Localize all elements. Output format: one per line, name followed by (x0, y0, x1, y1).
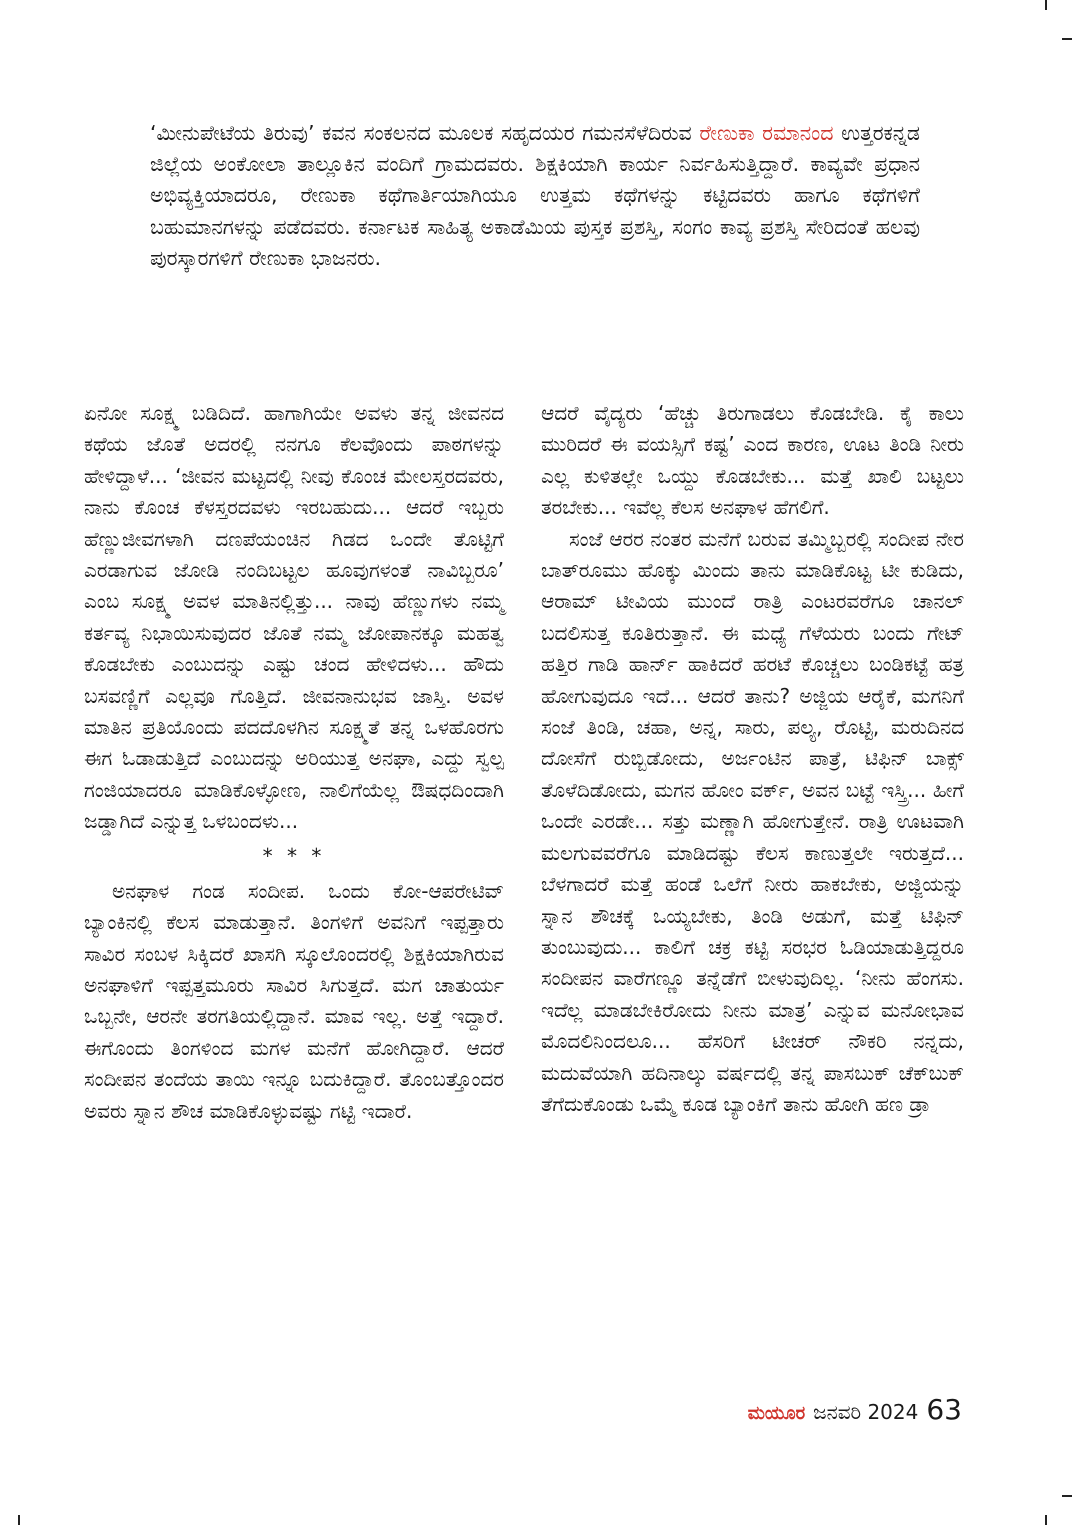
bio-text-before-name: ‘ಮೀನುಪೇಟೆಯ ತಿರುವು’ ಕವನ ಸಂಕಲನದ ಮೂಲಕ ಸಹೃದಯರ ಗಮನಸೆಳೆದಿರುವ (150, 121, 692, 145)
crop-mark (1062, 1495, 1072, 1497)
bio-paragraph (150, 118, 920, 274)
author-name: ರೇಣುಕಾ ರಮಾನಂದ (699, 121, 834, 145)
right-paragraph-1: ಆದರೆ ವೈದ್ಯರು ‘ಹೆಚ್ಚು ತಿರುಗಾಡಲು ಕೊಡಬೇಡಿ. ಕೈ ಕಾಲು ಮುರಿದರೆ ಈ ವಯಸ್ಸಿಗೆ ಕಷ್ಟ’ ಎಂದ ಕಾರಣ, ಊಟ ತಿಂಡಿ ನೀರು ಎಲ್ಲ ಕುಳಿತಲ್ಲೇ ಒಯ್ದು ಕೊಡಬೇಕು... ಮತ್ತೆ ಖಾಲಿ ಬಟ್ಟಲು ತರಬೇಕು... ಇವೆಲ್ಲ ಕೆಲಸ ಅನಘಾಳ ಹೆಗಲಿಗೆ. (541, 401, 964, 520)
left-column (84, 398, 504, 1127)
page-number: 63 (926, 1393, 962, 1426)
bio-text-after-name: ಉತ್ತರಕನ್ನಡ ಜಿಲ್ಲೆಯ ಅಂಕೋಲಾ ತಾಲ್ಲೂಕಿನ ವಂದಿಗೆ ಗ್ರಾಮದವರು. ಶಿಕ್ಷಕಿಯಾಗಿ ಕಾರ್ಯ ನಿರ್ವಹಿಸುತ್ತಿದ್ದಾರೆ. ಕಾವ್ಯವೇ ಪ್ರಧಾನ ಅಭಿವ್ಯಕ್ತಿಯಾದರೂ, ರೇಣುಕಾ ಕಥೆಗಾರ್ತಿಯಾಗಿಯೂ ಉತ್ತಮ ಕಥೆಗಳನ್ನು ಕಟ್ಟಿದವರು ಹಾಗೂ ಕಥೆಗಳಿಗೆ ಬಹುಮಾನಗಳನ್ನು ಪಡೆದವರು. ಕರ್ನಾಟಕ ಸಾಹಿತ್ಯ ಅಕಾಡೆಮಿಯ ಪುಸ್ತಕ ಪ್ರಶಸ್ತಿ, ಸಂಗಂ ಕಾವ್ಯ ಪ್ರಶಸ್ತಿ ಸೇರಿದಂತೆ ಹಲವು ಪುರಸ್ಕಾರಗಳಿಗೆ ರೇಣುಕಾ ಭಾಜನರು. (150, 121, 920, 270)
crop-mark (18, 1515, 20, 1525)
left-paragraph-2: ಅನಘಾಳ ಗಂಡ ಸಂದೀಪ. ಒಂದು ಕೋ-ಆಪರೇಟಿವ್ ಬ್ಯಾಂಕಿನಲ್ಲಿ ಕೆಲಸ ಮಾಡುತ್ತಾನೆ. ತಿಂಗಳಿಗೆ ಅವನಿಗೆ ಇಪ್ಪತ್ತಾರು ಸಾವಿರ ಸಂಬಳ ಸಿಕ್ಕಿದರೆ ಖಾಸಗಿ ಸ್ಕೂಲೊಂದರಲ್ಲಿ ಶಿಕ್ಷಕಿಯಾಗಿರುವ ಅನಘಾಳಿಗೆ ಇಪ್ಪತ್ತಮೂರು ಸಾವಿರ ಸಿಗುತ್ತದೆ. ಮಗ ಚಾತುರ್ಯ ಒಬ್ಬನೇ, ಆರನೇ ತರಗತಿಯಲ್ಲಿದ್ದಾನೆ. ಮಾವ ಇಲ್ಲ. ಅತ್ತೆ ಇದ್ದಾರೆ. ಈಗೊಂದು ತಿಂಗಳಿಂದ ಮಗಳ ಮನೆಗೆ ಹೋಗಿದ್ದಾರೆ. ಆದರೆ ಸಂದೀಪನ ತಂದೆಯ ತಾಯಿ ಇನ್ನೂ ಬದುಕಿದ್ದಾರೆ. ತೊಂಬತ್ತೊಂದರ ಅವರು ಸ್ನಾನ ಶೌಚ ಮಾಡಿಕೊಳ್ಳುವಷ್ಟು ಗಟ್ಟಿ ಇದಾರೆ. (84, 878, 504, 1123)
left-paragraph-1: ಏನೋ ಸೂಕ್ಷ್ಮ ಬಡಿದಿದೆ. ಹಾಗಾಗಿಯೇ ಅವಳು ತನ್ನ ಜೀವನದ ಕಥೆಯ ಜೊತೆ ಅದರಲ್ಲಿ ನನಗೂ ಕೆಲವೊಂದು ಪಾಠಗಳನ್ನು ಹೇಳಿದ್ದಾಳೆ... ‘ಜೀವನ ಮಟ್ಟದಲ್ಲಿ ನೀವು ಕೊಂಚ ಮೇಲಸ್ತರದವರು, ನಾನು ಕೊಂಚ ಕೆಳಸ್ತರದವಳು ಇರಬಹುದು... ಆದರೆ ಇಬ್ಬರು ಹೆಣ್ಣುಜೀವಗಳಾಗಿ ದಣಪೆಯಂಚಿನ ಗಿಡದ ಒಂದೇ ತೊಟ್ಟಿಗೆ ಎರಡಾಗುವ ಜೋಡಿ ನಂದಿಬಟ್ಟಲ ಹೂವುಗಳಂತೆ ನಾವಿಬ್ಬರೂ’ ಎಂಬ ಸೂಕ್ಷ್ಮ ಅವಳ ಮಾತಿನಲ್ಲಿತ್ತು... ನಾವು ಹೆಣ್ಣುಗಳು ನಮ್ಮ ಕರ್ತವ್ಯ ನಿಭಾಯಿಸುವುದರ ಜೊತೆ ನಮ್ಮ ಜೋಪಾನಕ್ಕೂ ಮಹತ್ವ ಕೊಡಬೇಕು ಎಂಬುದನ್ನು ಎಷ್ಟು ಚಂದ ಹೇಳಿದಳು... ಹೌದು ಬಸವಣ್ಣಿಗೆ ಎಲ್ಲವೂ ಗೊತ್ತಿದೆ. ಜೀವನಾನುಭವ ಜಾಸ್ತಿ. ಅವಳ ಮಾತಿನ ಪ್ರತಿಯೊಂದು ಪದದೊಳಗಿನ ಸೂಕ್ಷ್ಮತೆ ತನ್ನ ಒಳಹೊರಗು ಈಗ ಓಡಾಡುತ್ತಿದೆ ಎಂಬುದನ್ನು ಅರಿಯುತ್ತ ಅನಘಾ, ಎದ್ದು ಸ್ವಲ್ಪ ಗಂಜಿಯಾದರೂ ಮಾಡಿಕೊಳ್ಳೋಣ, ನಾಲಿಗೆಯೆಲ್ಲ ಔಷಧದಿಂದಾಗಿ ಜಡ್ಡಾಗಿದೆ ಎನ್ನುತ್ತ ಒಳಬಂದಳು... (84, 401, 504, 834)
crop-mark (1045, 0, 1047, 10)
right-column (541, 398, 964, 1120)
issue-date: ಜನವರಿ 2024 (813, 1400, 919, 1424)
section-separator: * * * (262, 843, 326, 868)
crop-mark (1062, 38, 1072, 40)
magazine-logo: ಮಯೂರ (747, 1403, 806, 1424)
crop-mark (1045, 1515, 1047, 1525)
right-paragraph-2: ಸಂಜೆ ಆರರ ನಂತರ ಮನೆಗೆ ಬರುವ ತಮ್ಮಿಬ್ಬರಲ್ಲಿ ಸಂದೀಪ ನೇರ ಬಾತ್‌ರೂಮು ಹೊಕ್ಕು ಮಿಂದು ತಾನು ಮಾಡಿಕೊಟ್ಟ ಟೀ ಕುಡಿದು, ಆರಾಮ್ ಟೀವಿಯ ಮುಂದೆ ರಾತ್ರಿ ಎಂಟರವರೆಗೂ ಚಾನಲ್ ಬದಲಿಸುತ್ತ ಕೂತಿರುತ್ತಾನೆ. ಈ ಮಧ್ಯೆ ಗೆಳೆಯರು ಬಂದು ಗೇಟ್ ಹತ್ತಿರ ಗಾಡಿ ಹಾರ್ನ್ ಹಾಕಿದರೆ ಹರಟೆ ಕೊಚ್ಚಲು ಬಂಡಿಕಟ್ಟೆ ಹತ್ರ ಹೋಗುವುದೂ ಇದೆ... ಆದರೆ ತಾನು? ಅಜ್ಜಿಯ ಆರೈಕೆ, ಮಗನಿಗೆ ಸಂಜೆ ತಿಂಡಿ, ಚಹಾ, ಅನ್ನ, ಸಾರು, ಪಲ್ಯ, ರೊಟ್ಟಿ, ಮರುದಿನದ ದೋಸೆಗೆ ರುಬ್ಬಿಡೋದು, ಅರ್ಜಂಟಿನ ಪಾತ್ರೆ, ಟಿಫಿನ್ ಬಾಕ್ಸ್ ತೊಳೆದಿಡೋದು, ಮಗನ ಹೋಂ ವರ್ಕ್, ಅವನ ಬಟ್ಟೆ ಇಸ್ತ್ರಿ... ಹೀಗೆ ಒಂದೇ ಎರಡೇ... ಸತ್ತು ಮಣ್ಣಾಗಿ ಹೋಗುತ್ತೇನೆ. ರಾತ್ರಿ ಊಟವಾಗಿ ಮಲಗುವವರೆಗೂ ಮಾಡಿದಷ್ಟು ಕೆಲಸ ಕಾಣುತ್ತಲೇ ಇರುತ್ತದೆ... ಬೆಳಗಾದರೆ ಮತ್ತೆ ಹಂಡೆ ಒಲೆಗೆ ನೀರು ಹಾಕಬೇಕು, ಅಜ್ಜಿಯನ್ನು ಸ್ನಾನ ಶೌಚಕ್ಕೆ ಒಯ್ಯಬೇಕು, ತಿಂಡಿ ಅಡುಗೆ, ಮತ್ತೆ ಟಿಫಿನ್ ತುಂಬುವುದು... ಕಾಲಿಗೆ ಚಕ್ರ ಕಟ್ಟಿ ಸರಭರ ಓಡಿಯಾಡುತ್ತಿದ್ದರೂ ಸಂದೀಪನ ವಾರೆಗಣ್ಣೂ ತನ್ನೆಡೆಗೆ ಬೀಳುವುದಿಲ್ಲ. ‘ನೀನು ಹೆಂಗಸು. ಇದೆಲ್ಲ ಮಾಡಬೇಕಿರೋದು ನೀನು ಮಾತ್ರ’ ಎನ್ನುವ ಮನೋಭಾವ ಮೊದಲಿನಿಂದಲೂ... ಹೆಸರಿಗೆ ಟೀಚರ್ ನೌಕರಿ ನನ್ನದು, ಮದುವೆಯಾಗಿ ಹದಿನಾಲ್ಕು ವರ್ಷದಲ್ಲಿ ತನ್ನ ಪಾಸಬುಕ್ ಚೆಕ್‌ಬುಕ್ ತೆಗೆದುಕೊಂಡು ಒಮ್ಮೆ ಕೂಡ ಬ್ಯಾಂಕಿಗೆ ತಾನು ಹೋಗಿ ಹಣ ಡ್ರಾ (541, 526, 964, 1116)
page-footer (748, 1393, 962, 1426)
author-bio (150, 118, 920, 274)
